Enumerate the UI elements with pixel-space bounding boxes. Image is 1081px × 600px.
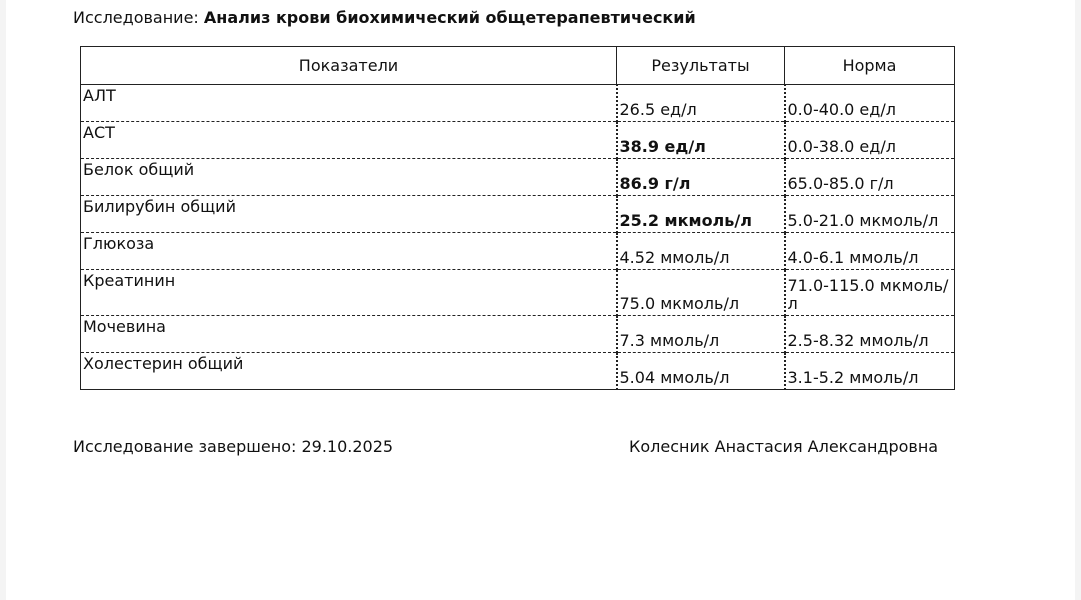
- indicator-name: Билирубин общий: [81, 196, 617, 233]
- norm-range: 0.0-40.0 ед/л: [785, 85, 955, 122]
- indicator-name: Белок общий: [81, 159, 617, 196]
- indicator-name: Креатинин: [81, 270, 617, 316]
- norm-range: 4.0-6.1 ммоль/л: [785, 233, 955, 270]
- table-row: [81, 196, 955, 233]
- result-value-abnormal: 86.9 г/л: [617, 159, 785, 196]
- table-row: [81, 316, 955, 353]
- table-row: [81, 353, 955, 390]
- table-header-row: [81, 47, 955, 85]
- result-value: 75.0 мкмоль/л: [617, 270, 785, 316]
- norm-range: 71.0-115.0 мкмоль/л: [785, 270, 955, 316]
- indicator-name: АСТ: [81, 122, 617, 159]
- result-value-abnormal: 38.9 ед/л: [617, 122, 785, 159]
- document-page: [6, 0, 1075, 600]
- result-value: 4.52 ммоль/л: [617, 233, 785, 270]
- study-label: Исследование:: [73, 8, 199, 27]
- table-row: [81, 122, 955, 159]
- results-table: [80, 46, 955, 390]
- column-header-norm: Норма: [785, 47, 955, 85]
- column-header-indicator: Показатели: [81, 47, 617, 85]
- result-value-abnormal: 25.2 мкмоль/л: [617, 196, 785, 233]
- study-name: Анализ крови биохимический общетерапевтический: [203, 8, 696, 27]
- result-value: 5.04 ммоль/л: [617, 353, 785, 390]
- result-value: 26.5 ед/л: [617, 85, 785, 122]
- norm-range: 3.1-5.2 ммоль/л: [785, 353, 955, 390]
- doctor-name: Колесник Анастасия Александровна: [629, 437, 939, 456]
- table-row: [81, 233, 955, 270]
- table-row: [81, 159, 955, 196]
- study-title: [73, 8, 696, 28]
- norm-range: 2.5-8.32 ммоль/л: [785, 316, 955, 353]
- result-value: 7.3 ммоль/л: [617, 316, 785, 353]
- indicator-name: Холестерин общий: [81, 353, 617, 390]
- norm-range: 65.0-85.0 г/л: [785, 159, 955, 196]
- indicator-name: АЛТ: [83, 86, 116, 105]
- table-row: [81, 85, 955, 122]
- indicator-name: Мочевина: [81, 316, 617, 353]
- norm-range: 0.0-38.0 ед/л: [785, 122, 955, 159]
- completion-date: Исследование завершено: 29.10.2025: [73, 437, 394, 456]
- norm-range: 5.0-21.0 мкмоль/л: [785, 196, 955, 233]
- table-row: [81, 270, 955, 316]
- column-header-result: Результаты: [617, 47, 785, 85]
- indicator-name: Глюкоза: [81, 233, 617, 270]
